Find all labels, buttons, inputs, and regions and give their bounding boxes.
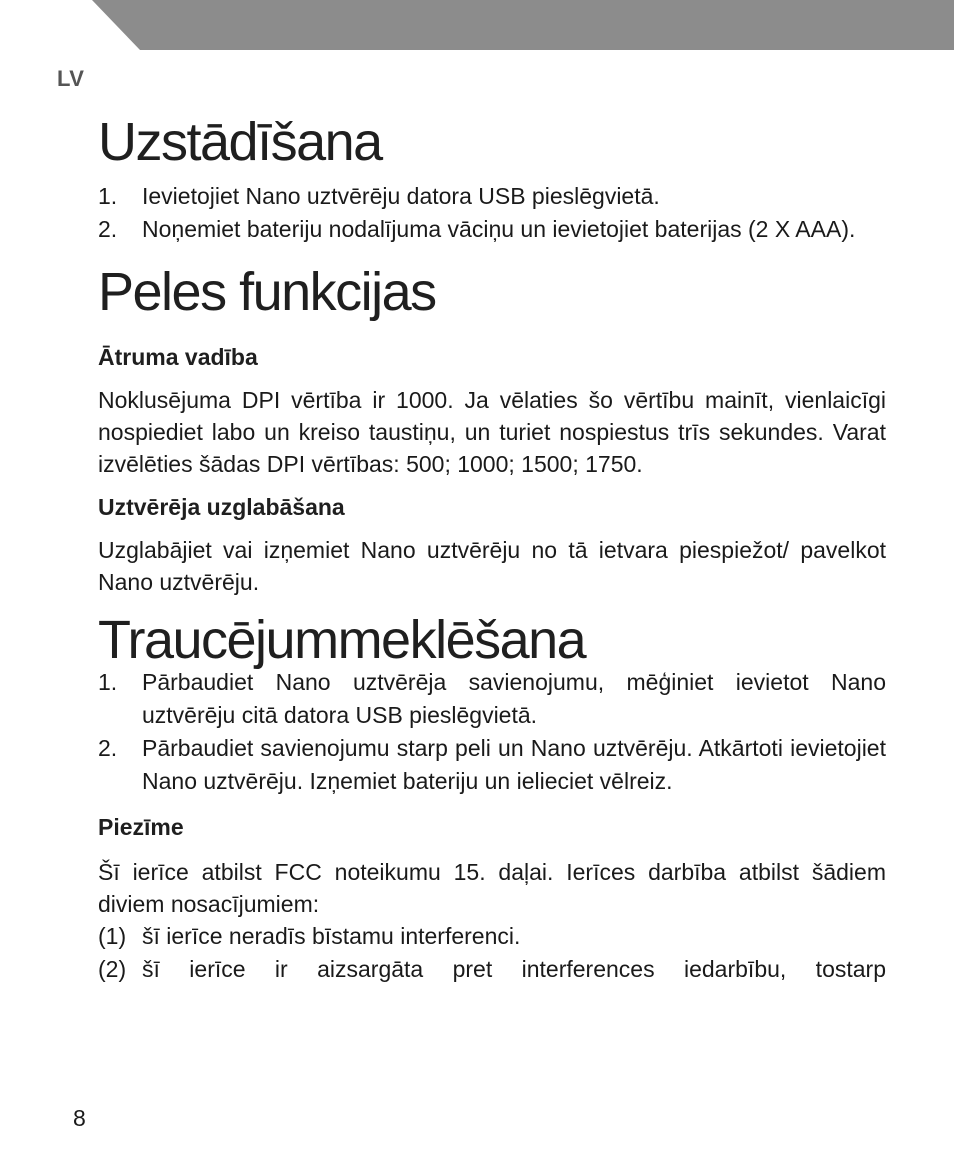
functions-title: Peles funkcijas xyxy=(98,262,436,322)
condition-text: šī ierīce neradīs bīstamu interferenci. xyxy=(142,923,521,949)
page-number: 8 xyxy=(73,1105,86,1131)
step-number: 2. xyxy=(98,735,118,761)
speed-text: Noklusējuma DPI vērtība ir 1000. Ja vēlaties šo vērtību mainīt, vienlaicīgi nospiediet labo un kreiso taustiņu, un turiet nospiestus trīs sekundes. Varat izvēlēties šādas DPI vērtības: 500; 1000; 1500; 1750. xyxy=(98,387,886,477)
list-item xyxy=(98,180,886,213)
setup-title: Uzstādīšana xyxy=(98,112,382,172)
list-item xyxy=(98,920,886,953)
header-band xyxy=(0,0,954,50)
list-item xyxy=(98,953,886,986)
step-text: Pārbaudiet Nano uztvērēja savienojumu, mēģiniet ievietot Nano uztvērēju citā datora USB pieslēgvietā. xyxy=(142,669,886,728)
main-content xyxy=(98,110,886,986)
note-conditions xyxy=(98,920,886,986)
step-number: 1. xyxy=(98,669,118,695)
step-text: Ievietojiet Nano uztvērēju datora USB pieslēgvietā. xyxy=(142,183,660,209)
language-tag: LV xyxy=(57,66,85,91)
condition-number: (2) xyxy=(98,956,127,982)
storage-heading: Uztvērēja uzglabāšana xyxy=(98,494,345,520)
step-number: 1. xyxy=(98,183,118,209)
list-item xyxy=(98,213,886,246)
condition-text: šī ierīce ir aizsargāta pret interferences iedarbību, tostarp xyxy=(142,956,886,982)
storage-text: Uzglabājiet vai izņemiet Nano uztvērēju no tā ietvara piespiežot/ pavelkot Nano uztvērēju. xyxy=(98,537,886,595)
list-item xyxy=(98,666,886,732)
speed-heading: Ātruma vadība xyxy=(98,344,258,370)
troubleshooting-title: Traucējummeklēšana xyxy=(98,610,586,670)
note-heading: Piezīme xyxy=(98,814,184,840)
troubleshooting-steps xyxy=(98,666,886,798)
step-text: Noņemiet bateriju nodalījuma vāciņu un ievietojiet baterijas (2 X AAA). xyxy=(142,216,856,242)
condition-number: (1) xyxy=(98,923,127,949)
setup-steps xyxy=(98,180,886,246)
step-text: Pārbaudiet savienojumu starp peli un Nano uztvērēju. Atkārtoti ievietojiet Nano uztvērēju. Izņemiet bateriju un ielieciet vēlreiz. xyxy=(142,735,886,794)
step-number: 2. xyxy=(98,216,118,242)
note-text: Šī ierīce atbilst FCC noteikumu 15. daļai. Ierīces darbība atbilst šādiem diviem nosacījumiem: xyxy=(98,859,886,917)
list-item xyxy=(98,732,886,798)
